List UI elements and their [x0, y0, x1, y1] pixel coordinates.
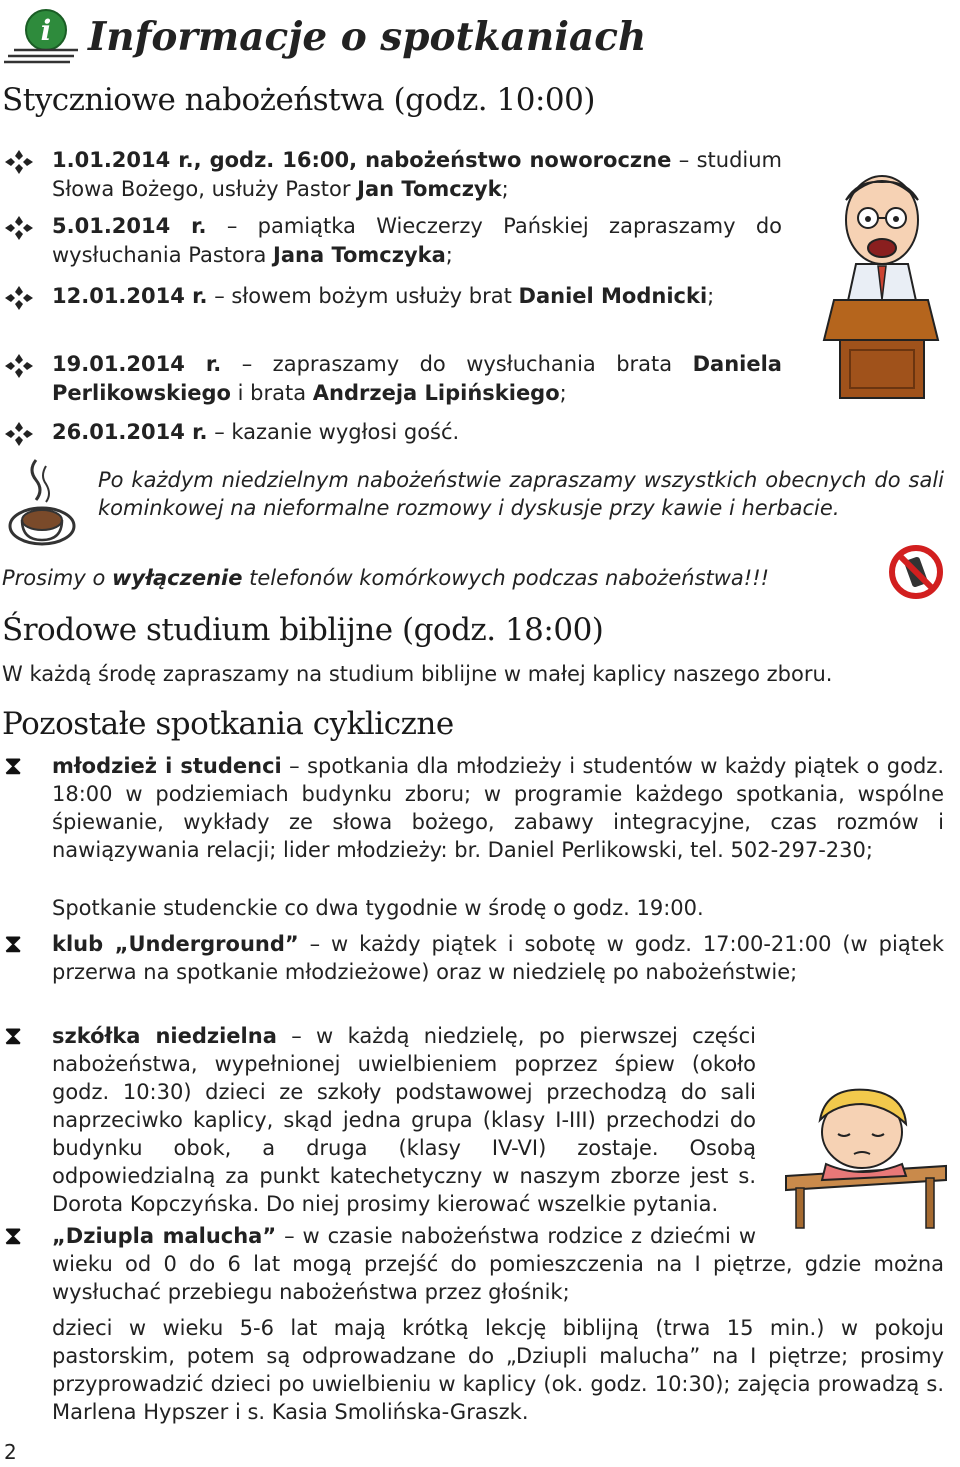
- item-name: Daniel Modnicki: [518, 284, 708, 308]
- phone-note-before: Prosimy o: [2, 566, 113, 590]
- item-text-end: ;: [707, 284, 715, 308]
- item-text-end: ;: [559, 381, 567, 405]
- wednesday-section-title: Środowe studium biblijne (godz. 18:00): [2, 612, 604, 648]
- coffee-cup-icon: [6, 456, 76, 552]
- hourglass-bullet-icon: ⧗: [4, 1021, 23, 1051]
- hourglass-bullet-icon: ⧗: [4, 929, 23, 959]
- item-text-mid: i brata: [230, 381, 313, 405]
- diamond-bullet-icon: [2, 352, 36, 380]
- item-name: klub „Underground”: [52, 932, 299, 956]
- item-text: – w każdy piątek i sobotę w godz. 17:00-21:00 (w piątek przerwa na spotkanie młodzieżowe) oraz w niedzielę po nabożeństwie;: [52, 932, 945, 984]
- item-date: 5.01.2014 r.: [52, 214, 207, 238]
- item-text: – zapraszamy do wysłuchania brata: [221, 352, 693, 376]
- item-text: – w każdą niedzielę, po pierwszej części nabożeństwa, wypełnionej uwielbieniem poprzez śpiew (około godz. 10:30) dzieci ze szkoły podstawowej przechodzą do sali naprzeciwko kaplicy, skąd jedna grupa (klasy I-III) przechodzi do budynku obok, a druga (klasy IV-VI) zostaje. Osobą odpowiedzialną za punkt katechetyczny w naszym zborze jest s. Dorota Kopczyńska. Do niej prosimy kierować wszelkie pytania.: [52, 1024, 756, 1216]
- coffee-note: Po każdym niedzielnym nabożeństwie zapraszamy wszystkich obecnych do sali kominkowej na nieformalne rozmowy i dyskusje przy kawie i herbacie.: [98, 468, 944, 520]
- svg-text:i: i: [40, 14, 52, 47]
- item-text: – słowem bożym usłuży brat: [207, 284, 519, 308]
- item-name: młodzież i studenci: [52, 754, 282, 778]
- item-name: „Dziupla malucha”: [52, 1224, 277, 1248]
- item-name: Daniela Perlikowskiego: [52, 352, 782, 405]
- item-text: – spotkania dla młodzieży i studentów w każdy piątek o godz. 18:00 w podziemiach budynku zboru; w programie każdego spotkania, wspólne śpiewanie, wykłady ze słowa bożego, zabawy integracyjne, czas rozmów i nawiązywania relacji; lider młodzieży: br. Daniel Perlikowski, tel. 502-297-230;: [52, 754, 944, 862]
- hourglass-bullet-icon: ⧗: [4, 1221, 23, 1251]
- item-text: – studium Słowa Bożego, usłuży Pastor: [52, 148, 783, 201]
- item-text-end: ;: [501, 177, 509, 201]
- sunday-item-5: [0, 418, 790, 450]
- item-text-end: ;: [445, 243, 453, 267]
- item-name-2: Andrzeja Lipińskiego: [312, 381, 560, 405]
- sunday-section-title: Styczniowe nabożeństwa (godz. 10:00): [2, 82, 595, 118]
- diamond-bullet-icon: [2, 214, 36, 242]
- item-name: Jana Tomczyka: [273, 243, 446, 267]
- other-section-title: Pozostałe spotkania cykliczne: [2, 706, 454, 742]
- diamond-bullet-icon: [2, 284, 36, 312]
- page-number: 2: [4, 1440, 17, 1464]
- info-icon: [4, 4, 84, 64]
- wednesday-text: W każdą środę zapraszamy na studium biblijne w małej kaplicy naszego zboru.: [2, 662, 833, 686]
- item-extra: dzieci w wieku 5-6 lat mają krótką lekcję biblijną (trwa 15 min.) w pokoju pastorskim, potem są odprowadzane do „Dziupli malucha” na I piętrze; prosimy przyprowadzić dzieci po uwielbieniu w kaplicy (ok. godz. 10:30); zajęcia prowadzą s. Marlena Hypszer i s. Kasia Smolińska-Graszk.: [52, 1316, 944, 1424]
- sunday-item-4: [0, 350, 790, 410]
- item-date: 1.01.2014 r., godz. 16:00, nabożeństwo noworoczne: [52, 148, 672, 172]
- item-date: 19.01.2014 r.: [52, 352, 222, 376]
- item-text: – kazanie wygłosi gość.: [207, 420, 460, 444]
- phone-note-bold: wyłączenie: [112, 566, 243, 590]
- preacher-illustration: [806, 160, 956, 400]
- sunday-item-2: [0, 212, 790, 272]
- diamond-bullet-icon: [2, 420, 36, 448]
- phone-note-after: telefonów komórkowych podczas nabożeństwa!!!: [242, 566, 770, 590]
- sunday-item-1: [0, 146, 790, 206]
- item-date: 26.01.2014 r.: [52, 420, 208, 444]
- hourglass-bullet-icon: ⧗: [4, 751, 23, 781]
- phone-note: [2, 564, 882, 592]
- diamond-bullet-icon: [2, 148, 36, 176]
- item-date: 12.01.2014 r.: [52, 284, 208, 308]
- no-phone-icon: [888, 544, 944, 600]
- sunday-item-3: [0, 282, 790, 342]
- page-title: Informacje o spotkaniach: [88, 14, 647, 60]
- item-name: Jan Tomczyk: [357, 177, 502, 201]
- item-extra: Spotkanie studenckie co dwa tygodnie w środę o godz. 19:00.: [52, 896, 704, 920]
- item-text: – w czasie nabożeństwa rodzice z dziećmi w wieku od 0 do 6 lat mogą przejść do pomieszczenia na I piętrze, gdzie można wysłuchać przebiegu nabożeństwa przez głośnik;: [52, 1224, 944, 1304]
- item-text: – pamiątka Wieczerzy Pańskiej zapraszamy do wysłuchania Pastora: [52, 214, 782, 267]
- item-name: szkółka niedzielna: [52, 1024, 277, 1048]
